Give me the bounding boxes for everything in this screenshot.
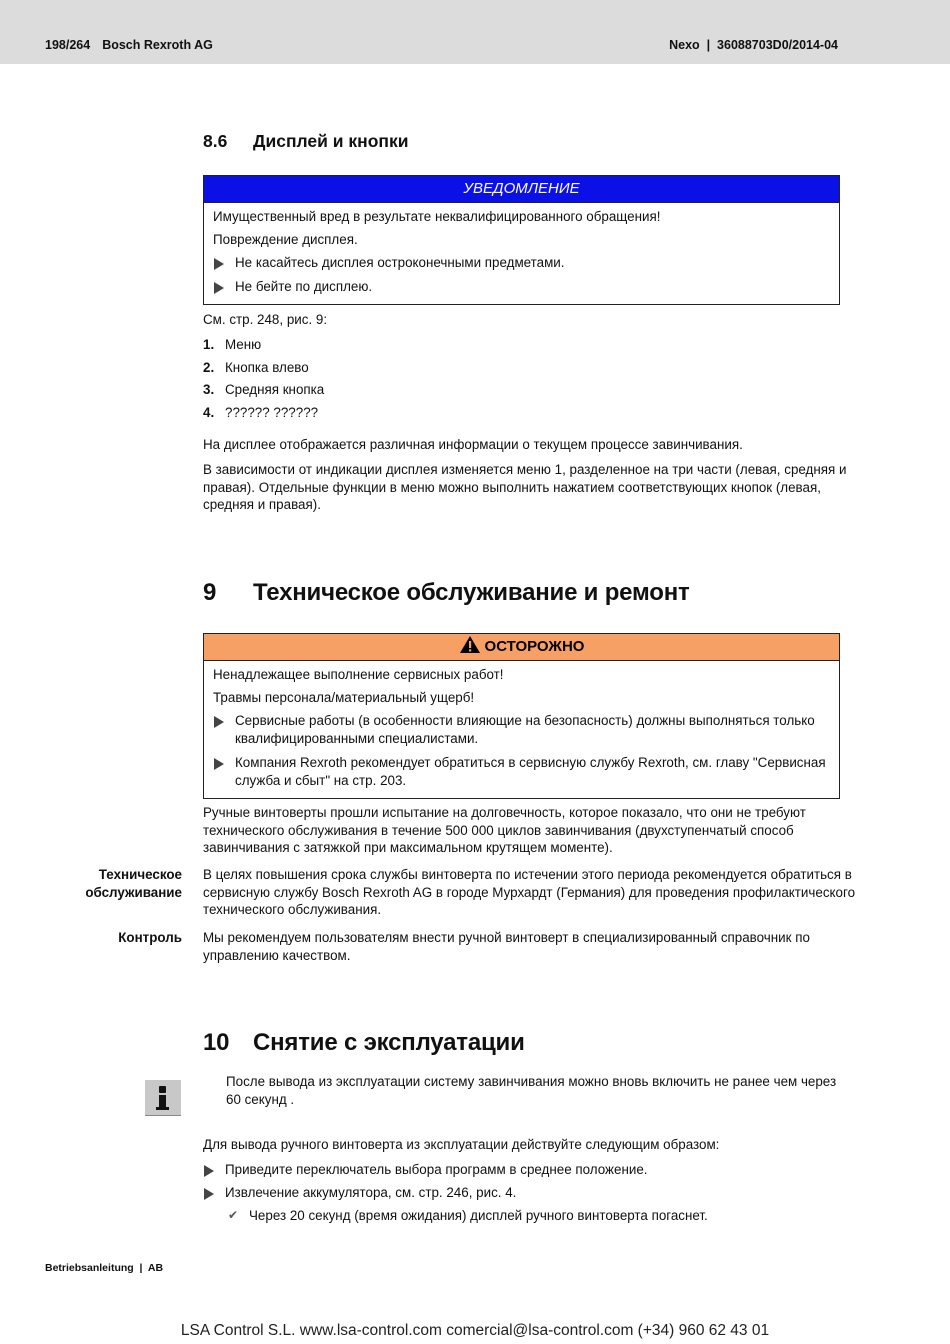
caution-line: Травмы персонала/материальный ущерб! (213, 690, 475, 705)
see-reference: См. стр. 248, рис. 9: (203, 312, 328, 327)
caution-box (203, 633, 840, 799)
paragraph: Ручные винтоверты прошли испытание на долговечность, которое показало, что они не требуют технического обслуживания в течение 500 000 циклов завинчивания (двухступенчатый способ завинчивания с затяжкой при максимальном крутящем моменте). (203, 805, 806, 855)
bullet-triangle-icon (204, 1165, 214, 1177)
caution-bullet: Компания Rexroth рекомендует обратиться в сервисную службу Rexroth, см. главу "Сервисная служба и сбыт" на стр. 203. (213, 754, 830, 790)
notice-box (203, 175, 840, 305)
section-heading-9 (203, 579, 690, 607)
section-heading-8-6 (203, 131, 409, 152)
section-title: Дисплей и кнопки (253, 131, 409, 151)
procedure-result: ✔ Через 20 секунд (время ожидания) дисплей ручного винтоверта погаснет. (228, 1208, 708, 1223)
notice-line: Имущественный вред в результате неквалифицированного обращения! (213, 209, 661, 224)
caution-line: Ненадлежащее выполнение сервисных работ! (213, 667, 504, 682)
section-number: 9 (203, 579, 217, 606)
notice-label: УВЕДОМЛЕНИЕ (204, 176, 839, 203)
info-note: После вывода из эксплуатации систему завинчивания можно вновь включить не ранее чем через 60 секунд . (226, 1074, 837, 1107)
checkmark-icon: ✔ (228, 1208, 239, 1222)
section-number: 10 (203, 1029, 230, 1056)
notice-bullet: Не бейте по дисплею. (213, 278, 830, 296)
section-number: 8.6 (203, 131, 228, 151)
warning-triangle-icon (459, 635, 481, 654)
notice-bullet: Не касайтесь дисплея остроконечными предметами. (213, 254, 830, 272)
bullet-triangle-icon (214, 716, 224, 728)
header-left (45, 38, 213, 52)
list-item: 4. ?????? ?????? (203, 404, 319, 420)
procedure-step: Извлечение аккумулятора, см. стр. 246, рис. 4. (203, 1184, 843, 1202)
control-paragraph: Мы рекомендуем пользователям внести ручной винтоверт в специализированный справочник по управлению качеством. (203, 930, 810, 963)
company-name: Bosch Rexroth AG (102, 38, 213, 52)
procedure-step: Приведите переключатель выбора программ в среднее положение. (203, 1161, 843, 1179)
procedure-steps (203, 1161, 843, 1208)
numbered-list (203, 336, 324, 426)
document-reference: Nexo | 36088703D0/2014-04 (669, 38, 838, 52)
info-icon (145, 1080, 181, 1116)
margin-label-maintenance: Техническое обслуживание (85, 867, 182, 900)
notice-line: Повреждение дисплея. (213, 232, 358, 247)
bullet-triangle-icon (214, 758, 224, 770)
caution-bullet: Сервисные работы (в особенности влияющие на безопасность) должны выполняться только квалифицированными специалистами. (213, 712, 830, 748)
page-header (0, 0, 950, 64)
paragraph: На дисплее отображается различная информации о текущем процессе завинчивания. (203, 437, 743, 452)
section-title: Снятие с эксплуатации (253, 1029, 525, 1056)
list-item: 3. Средняя кнопка (203, 382, 325, 397)
procedure-intro: Для вывода ручного винтоверта из эксплуатации действуйте следующим образом: (203, 1137, 720, 1152)
page-number: 198/264 (45, 38, 91, 52)
section-title: Техническое обслуживание и ремонт (253, 579, 690, 606)
bullet-triangle-icon (204, 1188, 214, 1200)
bullet-triangle-icon (214, 258, 224, 270)
bullet-triangle-icon (214, 282, 224, 294)
section-heading-10 (203, 1029, 525, 1057)
footer-contact: LSA Control S.L. www.lsa-control.com comercial@lsa-control.com (+34) 960 62 43 01 (180, 1322, 770, 1339)
caution-header (204, 634, 839, 661)
maintenance-paragraph: В целях повышения срока службы винтоверта по истечении этого периода рекомендуется обратиться в сервисную службу Bosch Rexroth AG в городе Мурхардт (Германия) для проведения профилактического технического обслуживания. (203, 867, 856, 917)
footer-doc-type: Betriebsanleitung | AB (45, 1262, 164, 1274)
margin-label-control: Контроль (118, 930, 182, 945)
paragraph: В зависимости от индикации дисплея изменяется меню 1, разделенное на три части (левая, средняя и правая). Отдельные функции в меню можно выполнить нажатием соответствующих кнопок (левая, средняя и правая). (203, 462, 847, 512)
caution-label: ОСТОРОЖНО (484, 638, 585, 655)
list-item: 2. Кнопка влево (203, 359, 309, 375)
list-item: 1. Меню (203, 337, 262, 352)
